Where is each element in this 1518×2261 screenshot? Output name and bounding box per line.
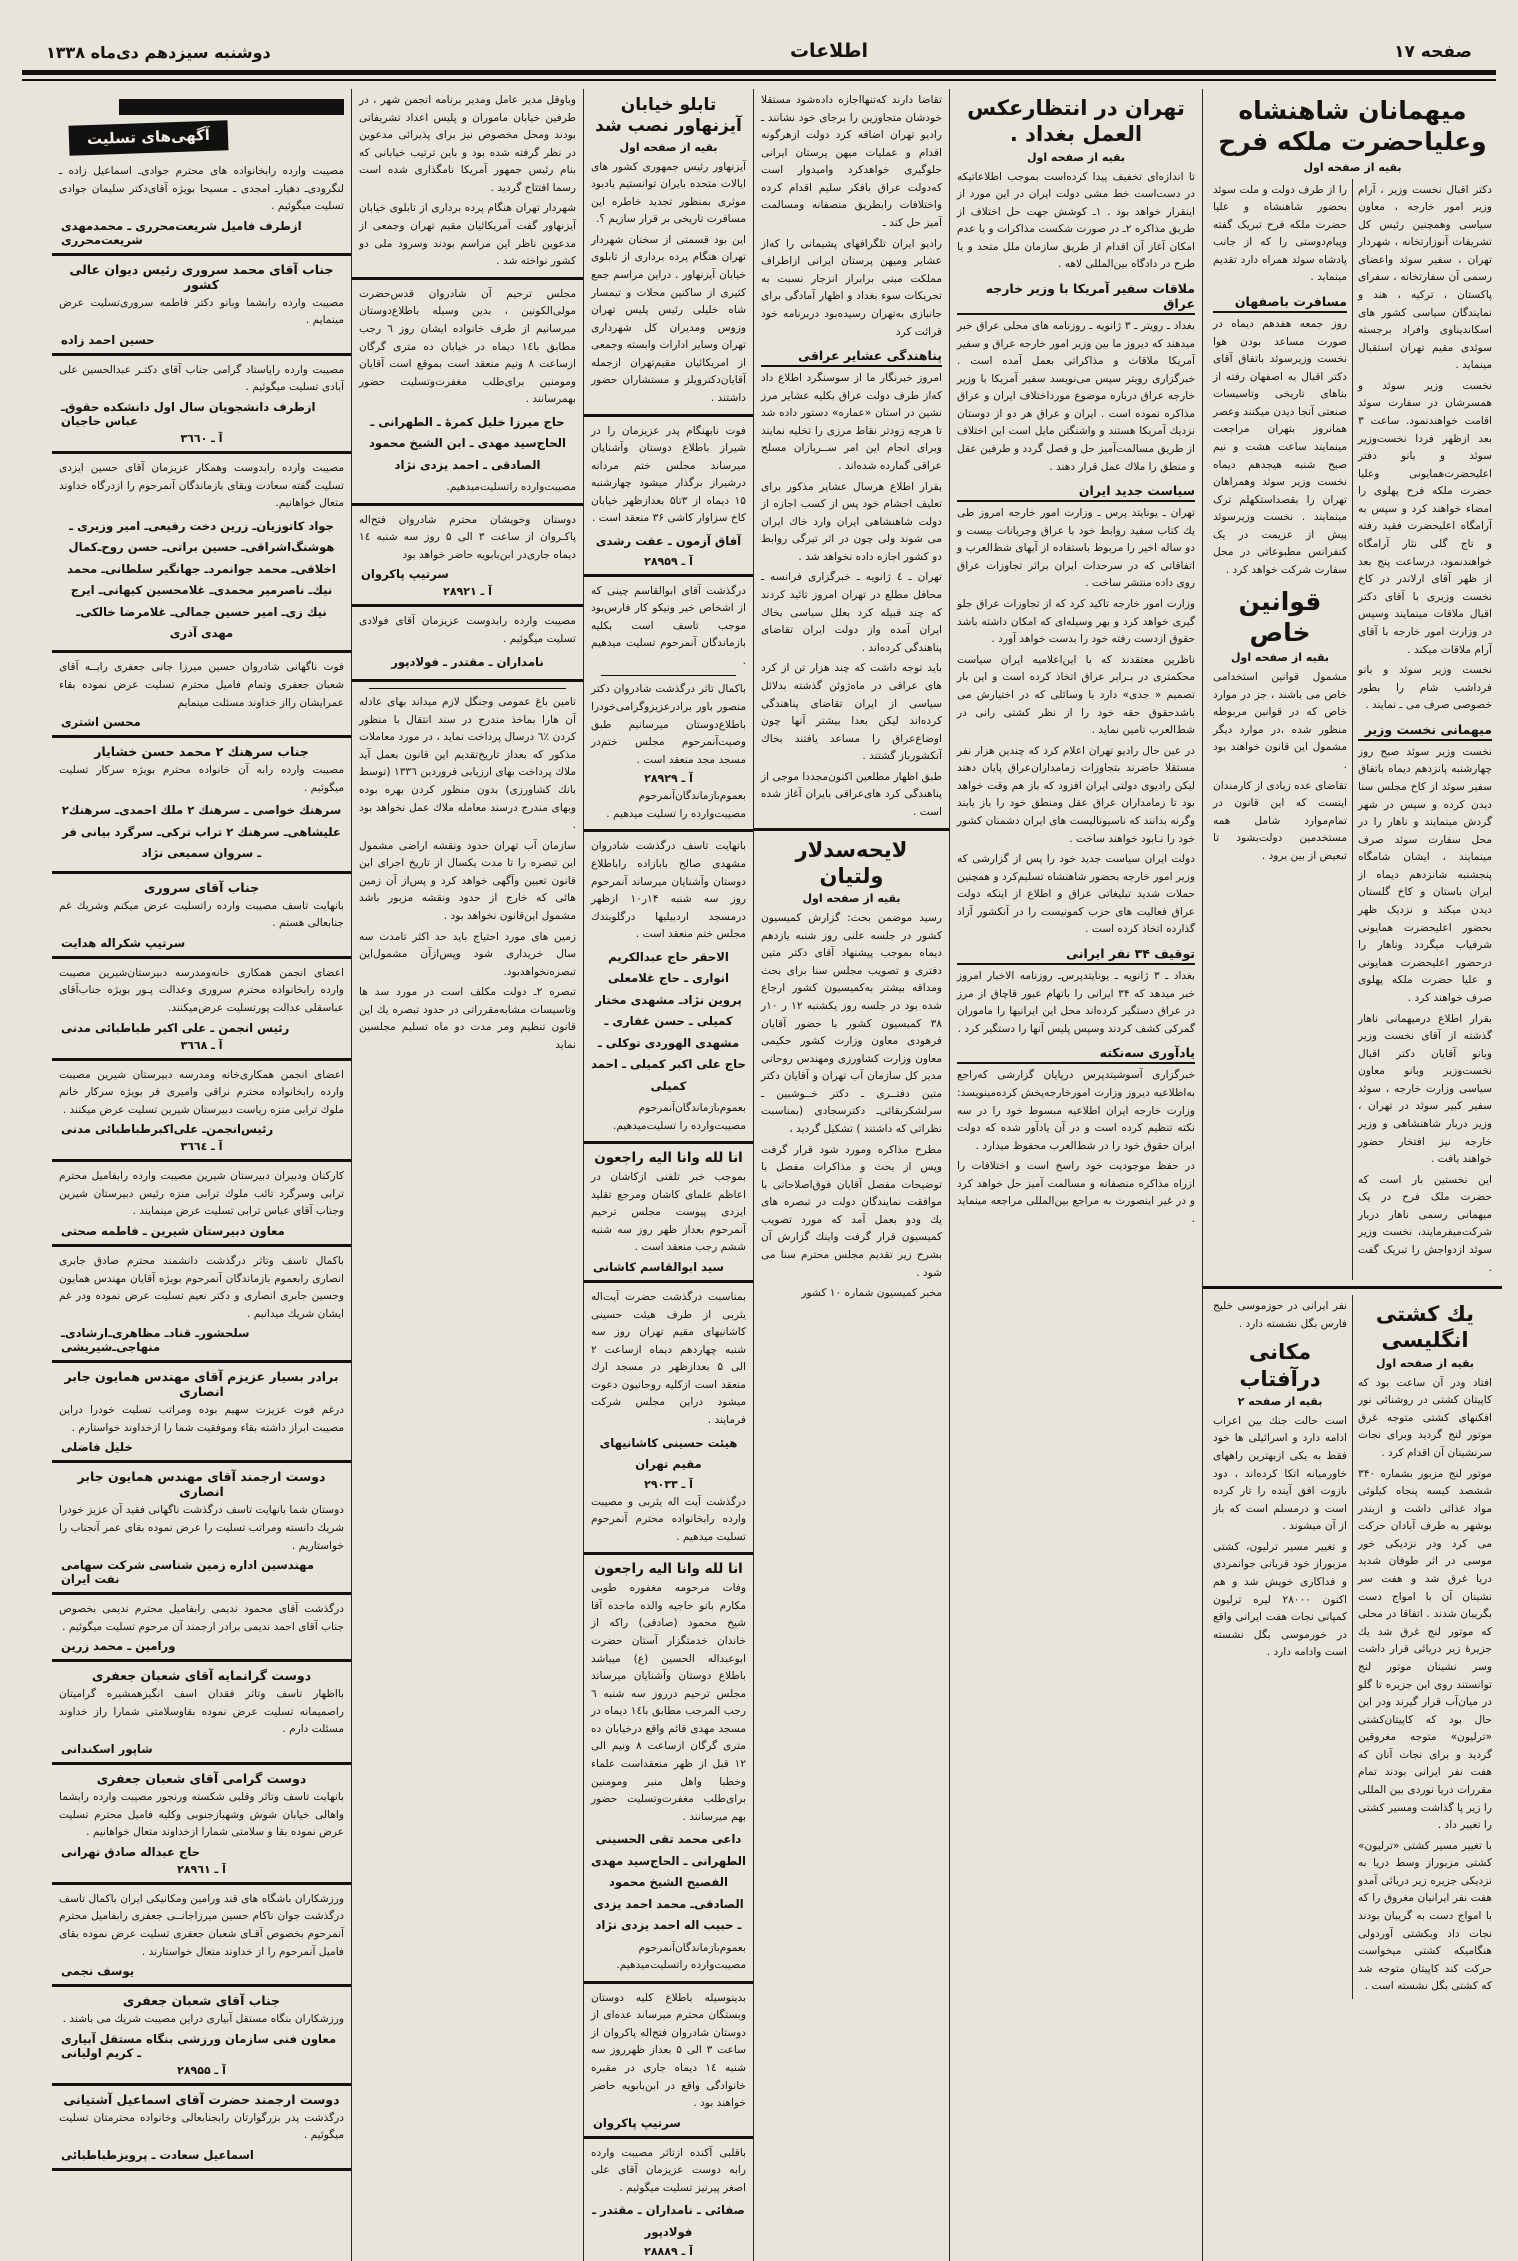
article-text: اعضای انجمن همکاری‌خانه ومدرسه دبیرستان شیرین مصیبت وارده رابخانواده محترم نراقی وامیری فر بویژه سرکار خانم ملوك ترابی منزه ریاست دبیرستان شیرین تسلیت عرض میکنند . (59, 1068, 344, 1116)
ad-divider (52, 1984, 351, 1987)
signatures: جواد کاتوزیان‌ـ زرین دخت رفیعی‌ـ امیر وزیری ـ هوشنگ‌اشراقی‌ـ حسین براتی‌ـ حسن روح‌ـ‌کمال اخلاقی‌ـ محمد جوانمردـ جهانگیر سلطانی‌ـ محمد نیك‌ـ ناصرمیر محمدی‌ـ غلامحسین کیهانی‌ـ ایرج نیك زی‌ـ امیر حسین جمالی‌ـ غلامرضا خالکی‌ـ مهدی آذری (67, 518, 336, 640)
article-text: افتاد ودر آن ساعت بود که کاپیتان کشتی در روشنائی نور افکنهای کشتی متوجه غرق موتور لنج گردید وبرای نجات سرنشینان آن اقدام کرد . (1358, 1376, 1492, 1459)
ad-divider (352, 604, 583, 607)
continued-from-note: بقیه از صفحه اول (1230, 651, 1330, 665)
column-split (1208, 1295, 1497, 1999)
ad-divider (352, 503, 583, 506)
article-text: بانهایت تاسف مصیبت وارده راتسلیت عرض میکنم وشریك غم جنابعالی هستم . (59, 899, 344, 930)
signature: رئیس انجمن ـ علی اکبر طباطبائی مدنی (61, 1020, 290, 1035)
ad-divider (52, 871, 351, 874)
article-text: اعضای انجمن همکاری خانه‌ومدرسه دبیرستان‌شیرین مصیبت وارده رابخانواده محترم سروری وعدالت پـور بویژه جناب‌آقای عباسقلی عدالت پورتسلیت عرض‌میکنند. (59, 966, 344, 1014)
article-text: وفات مرحومه مغفوره طوبی مکارم بانو حاجیه والده ماجده آقا شیخ محمود (صادقی) راکه از خاندان خدمتگزار آستان حضرت ابوعبداله الحسین (ع) میباشد باطلاع دوستان وآشنایان میرساند مجلس ترحیم درروز سه شنبه ٦ رجب المرجب مطابق با۱٤ دیماه در مسجد مهدی قائم واقع درخیابان ده متری گرگان ازساعت ۸ ونیم الی ۱۲ قبل از ظهر منعقداست علماء وخطبا واهل منبر ومومنین برای‌طلب مغفرت‌وتسلیت حضور بهم میرسانند . (591, 1582, 746, 1823)
article-text: بانهایت تاسف درگذشت شادروان مشهدی صالح بابازاده راباطلاع دوستان وآشنایان میرساند آنمرحوم روز سه شنبه ۱۴ر۱۰ ازظهر درمسجد اردبیلیها درگلوبندك مجلس ختم منعقد است . (591, 840, 746, 941)
issue-date: دوشنبه سیزدهم دی‌ماه ۱۳۳۸ (46, 43, 271, 62)
continued-from-note: بقیه از صفحه اول (1026, 150, 1126, 164)
ad-divider (584, 829, 753, 832)
article-text: مصیبت وارده رابشما وبانو دکتر فاطمه سروری‌تسلیت عرض مینمایم . (59, 296, 344, 327)
article-text: مخبر کمیسیون شماره ۱۰ کشور (801, 1287, 942, 1300)
ad-divider (52, 1244, 351, 1247)
article-text: مصیبت‌وارده راتسلیت‌میدهیم. (446, 481, 576, 494)
article-text: بقرار اطلاع درمیهمانی ناهار گذشته از آقای نخست وزیر وبانو آقایان دکتر اقبال نخست‌وزیر وبانو معاون سیاسی وزارت خارجه ، سوئد سفیر کبیر سوئد در تهران ، وزیر دربار شاهنشاهی و وزیر خارجه نیز افتخار حضور خواهند یافت . (1358, 1012, 1492, 1166)
ad-title: دوست گرامی آقای شعبان جعفری (96, 1771, 307, 1787)
newspaper-masthead: اطلاعات (789, 40, 869, 62)
signature: رئیس‌انجمن‌ـ علی‌اکبرطباطبائی مدنی (61, 1122, 274, 1137)
article-text: نفر ایرانی در حوزموسی خلیج فارس بگل نشسته دارد . (1213, 1300, 1347, 1330)
ad-divider (584, 1981, 753, 1984)
sub-column (1208, 179, 1353, 1281)
article-text: باید توجه داشت که چند هزار تن از کرد های عراقی در ماه‌ژوئن گذشته بدلائل سیاسی از ایران تقاضای پناهندگی کرده‌اند لیکن بعدا بیشتر آنها چون اوضاع‌عراق را مساعد یافتند بخاك آنکشورباز گشتند . (761, 662, 942, 763)
section-subhead: مسافرت باصفهان (1213, 294, 1347, 313)
ad-code: آ ـ ۲۸۹۲۹ (644, 772, 693, 786)
article-headline: میهمانان شاهنشاه وعلیاحضرت ملکه فرح (1218, 96, 1487, 157)
obituary-phrase: انا لله وانا الیه راجعون (594, 1150, 743, 1167)
newspaper-column-col-royal-guests (1202, 89, 1502, 2261)
sub-column (1208, 1295, 1353, 1999)
signature: سید ابوالقاسم کاشانی (593, 1260, 724, 1275)
ad-title: برادر بسیار عزیزم آقای مهندس همایون جابر انصاری (64, 1369, 339, 1400)
article-text: درگذشت پدر بزرگوارتان رابجنابعالی وخانواده محترمتان تسلیت میگوئیم . (59, 2111, 344, 2142)
article-headline: قوانین خاص (1238, 586, 1322, 647)
article-text: فوت نابهنگام پدر عزیزمان را در شیراز باطلاع دوستان وآشنایان میرساند مجلس ختم مردانه درشیراز برگذار میشود چهارشنبه ۱۵ دیماه از ۳تا۵ بعدازظهر خیابان کاخ سزاوار کاشی ۳۶ منعقد است . (591, 424, 746, 525)
article-text: مصیبت وارده رایاستاد گرامی جناب آقای دکتـر عبدالحسین علی آبادی تسلیت میگوئیم . (59, 363, 344, 394)
article-headline: تهران در انتظارعکس العمل بغداد . (967, 96, 1185, 147)
ad-divider (52, 1882, 351, 1885)
ad-code: آ ـ ۲۸۹۲۱ (443, 585, 492, 599)
article-text: باقلبی آکنده ازتاثر مصیبت وارده رابه دوست عزیزمان آقای علی اصغر پیرنیز تسلیت میگوئیم . (591, 2146, 746, 2194)
article-headline: یك کشتی انگلیسی (1375, 1302, 1475, 1353)
ad-divider (52, 1592, 351, 1595)
signature: شاپور اسکندانی (61, 1742, 153, 1757)
signature: یوسف نجمی (61, 1964, 135, 1979)
newspaper-column-col-tehran-baghdad (949, 89, 1202, 2261)
article-text: روز جمعه هفدهم دیماه در صورت مساعد بودن هوا نخست وزیرسوئد باتفاق آقای دکتر اقبال به اصفهان رفته از بناهای تاریخی وتاسیسات صنعتی آنجا دیدن میکنند وعصر همانروز بتهران مراجعت مینمایند ساعت هشت و نیم صبح شنبه هیجدهم دیماه نخست وزیر سوئد وهمراهان تهران را بقصداستکهلم ترک مینمایند . نخست وزیرسوئد پیش از عزیمت در یک کنفرانس مطبوعاتی در محل سفارت شرکت خواهد کرد . (1213, 317, 1347, 577)
ad-divider (52, 253, 351, 256)
signature: ورامین ـ محمد زرین (61, 1639, 176, 1654)
ad-code: آ ـ ۲۸۹۵۹ (644, 554, 693, 568)
ad-divider (584, 2136, 753, 2139)
article-headline: تابلو خیابان آیزنهاور نصب شد (595, 95, 742, 137)
ad-divider (52, 353, 351, 356)
thin-divider (601, 675, 736, 676)
article-text: مجلس ترحیم آن شادروان قدس‌حضرت مولی‌الکونین ، بدین وسیله باطلاع‌دوستان میرسانیم از طرف خانواده ایشان روز ٦ رجب مطابق با۱٤ دیماه در خیابان ده متری گرگان ازساعت ۸ ونیم منعقد است بموقع است آقایان ومومنین برای‌طلب مغفرت‌وتسلیت حضور بهمرسانند . (359, 287, 576, 406)
article-text: بعموم‌بازماندگان‌آنمرحوم مصیبت‌وارده را تسلیت‌میدهیم. (612, 1101, 746, 1132)
article-text: ورزشکاران باشگاه های قند ورامین ومکانیکی ایران باکمال تاسف درگذشت جوان ناکام حسین میرزاجانــی جعفری رابفامیل محترم آنمرحوم بخصوص آقـای شعبان جعفری تسلیت عرض نموده بقای فامیل آنمرحوم را از خداوند متعال خواستارند . (59, 1892, 344, 1958)
signature: سرتیپ پاکروان (593, 2115, 681, 2130)
section-subhead: ملاقات سفیر آمریکا با وزیر خارجه عراق (957, 281, 1195, 315)
article-text: تهران ـ ٤ ژانویه ـ خبرگزاری فرانسه ـ محافل مطلع در تهران امروز تائید کردند که چند قبیله کرد بعلل سیاسی بخاك ایران آمده واز دولت ایران تقاضای پناهندگی کرده‌اند . (761, 571, 942, 654)
signature: معاون دبیرستان شیرین ـ فاطمه صحتی (61, 1223, 285, 1238)
article-text: ورزشکاران بنگاه مستقل آبیاری دراین مصیبت شریك می باشند . (62, 2013, 344, 2026)
article-text: درگذشت آقای ابوالقاسم چینی که از اشخاص خیر ونیکو کار فارس‌بود موجب تاسف است بکلیه بازماندگان آنمرحوم تسلیت میدهیم . (591, 584, 746, 667)
article-text: مشمول قوانین استخدامی خاص می باشند ، جز در موارد خاص که در قوانین مربوطه منظور شده ،در موارد دیگر مشمول این قانون خواهند بود . (1213, 671, 1347, 772)
condolence-ads-box (69, 123, 340, 153)
article-text: بدینوسیله باطلاع کلیه دوستان وبستگان محترم میرساند عده‌ای از دوستان شادروان فتح‌اله پاکروان از ساعت ۳ الی ۵ بعداز ظهرروز سه شنبه ۱٤ دیماه جاری در مقبره خانوادگی واقع در ابن‌بابویه حاضر خواهند بود . (591, 1991, 746, 2110)
section-subhead: پناهندگی عشایر عراقی (761, 348, 942, 367)
article-text: نخست وزیر سوئد و بانو فرداشب شام را بطور خصوصی صرف می ـ نمایند . (1358, 664, 1492, 712)
article-text: مصیبت وارده رابدوست وهمکار عزیزمان آقای حسین ایزدی تسلیت گفته سعادت وبقای بازماندگان آنمرحوم را ازدرگاه خداوند متعال خواهانیم. (59, 462, 344, 510)
ad-divider (52, 1659, 351, 1662)
article-text: این بود قسمتی از سخنان شهردار تهران هنگام پرده برداری از تابلوی خیابان آیزنهاور . دراین مراسم جمع کثیری از ساکنین محلات و تیمسار شاه خلیلی رئیس پلیس تهران وزوس ومدیران کل شهرداری تهران وسایر ادارات وابسته وجمعی از امریکائیان مقیم‌تهران ازجمله آقایان‌دکترویلز و مستشاران حضور داشتند . (591, 233, 746, 405)
article-text: وزارت امور خارجه تاکید کرد که از تجاوزات عراق جلو گیری خواهد کرد و بهر وسیله‌ای که امکان داشته باشد حقوق ازدست رفته خود را بدست خواهد آورد . (957, 598, 1195, 646)
ad-divider (52, 1360, 351, 1363)
article-text: بااظهار تاسف وتاثر فقدان اسف انگیزهمشیره گرامیتان راصمیمانه تسلیت عرض نموده بقاوسلامتی شمارا راز خداوند مسئلت دارم . (59, 1688, 344, 1736)
ink-bar (119, 99, 344, 115)
ad-divider (584, 1552, 753, 1555)
obituary-phrase: انا لله وانا الیه راجعون (594, 1561, 743, 1578)
article-text: در عین حال رادیو تهران اعلام کرد که چندین هزار نفر مستقلا حاضرند بتجاوزات زمامداران‌عراق پایان دهند لیکن رادیوی دولتی ایران افزود که باز هم وقت خواهد بود تا زمامداران عراق عقل ومنطق خود را باز یابند وگرنه بدانند که ناسیونالیست های ایران دشمنان کشور خود را نـابود خواهند ساخت . (957, 744, 1195, 845)
section-subhead: یادآوری سه‌نکته (957, 1045, 1195, 1064)
article-text: مصیبت وارده رابه آن خانواده محترم بویژه سرکار تسلیت میگوئیم . (59, 764, 344, 794)
article-text: رادیو ایران تلگرافهای پشیمانی را که‌از عشایر ومیهن پرستان ایرانی ازاطراف مملکت مبنی برابراز انزجار نسبت به تحریکات سوء بغداد و اظهار آمادگی برای جانبازی به‌تهران رسیده‌بود دربرنامه خود قرائت کرد (761, 237, 942, 338)
article-text: دولت ایران سیاست جدید خود را پس از گزارشی که وزیر امور خارجه بحضور شاهنشاه تسلیم‌کرد و همچنین حملات شدید تبلیغاتی عراق و اطلاع از اینکه دولت عراق فعالیت های حزب کمونیست را در آنکشور آزاد گذارده اتخاذ کرده است . (957, 853, 1195, 936)
article-text: این نخستین بار است که حضرت ملک فرح در یک میهمانی رسمی ناهار دربار شرکت‌میفرمایند، نخست وزیر سوئد ازدواجش را تبریک گفت . (1358, 1173, 1492, 1274)
ad-divider (352, 277, 583, 280)
article-text: نخست وزیر سوئد و همسرشان در سفارت سوئد اقامت خواهندنمود. ساعت ۳ بعد ازظهر فردا نخست‌وزیر سوئد و بانو دفتر اعلیحضرت‌همایونی وعلیا حضرت ملکه فرح پهلوی را امضاء خواهند کرد و سپس به آرامگاه اعلیحضرت فقید رفته و تاج گلی نثار آرامگاه خواهندنمود، درساعت پنج بعد از ظهر آقای ارلاندر در کاخ نخست وزیری با آقای دکتر اقبال ملاقات مینمایند وسپس در وزارت امور خارجه با آقای آرام ملاقات میکند . (1358, 379, 1492, 656)
signature: حاج عبداله صادق تهرانی (61, 1844, 201, 1859)
continued-from-note: بقیه از صفحه اول (619, 140, 718, 154)
article-text: بغداد ـ رویتر ـ ۳ ژانویه ـ روزنامه های محلی عراق خبر میدهند که دیروز ما بین وزیر امور خارجه عراق و سفیر آمریکا ملاقات و مذاکراتی بعمل آمده است . خبرگزاری رویتر سپس می‌نویسد سفیر آمریکا با وزیر خارجه عراق درباره موضوع مورداختلاف ایران و عراق مذاکره نموده است . ایران و عراق هر دو از دوستان نزدیك آمریکا هستند و واشنگتن مایل است این اختلاف از طریق مسالمت‌آمیز حل و فصل گردد و طرفین عقل و منطق را ملاك عمل قرار دهند . (957, 319, 1195, 473)
ad-divider (52, 650, 351, 653)
columns-container (16, 89, 1502, 2261)
article-text: مصیبت وارده رابدوست عزیزمان آقای فولادی تسلیت میگوئیم . (359, 615, 576, 646)
ad-divider (52, 451, 351, 454)
signature: حسین احمد زاده (61, 332, 155, 347)
ad-title: دوست ارجمند آقای مهندس همایون جابر انصاری (77, 1469, 326, 1500)
ad-divider (52, 2083, 351, 2086)
article-text: بموجب خبر تلفنی ازکاشان در اعاظم علمای کاشان ومرجع تقلید ایزدی پیوست مجلس ترحیم آنمرحوم بعداز ظهر روز سه شنبه ششم رجب منعقد است . (591, 1171, 746, 1254)
column-split (1208, 179, 1497, 1281)
signature: محسن اشتری (61, 715, 141, 730)
ad-title: دوست ارجمند حضرت آقای اسماعیل آشتیانی (63, 2091, 340, 2107)
signature: معاون فنی سازمان ورزشی بنگاه مستقل آبیاری ـ کریم اولیانی (61, 2031, 337, 2060)
sub-column (1353, 179, 1497, 1281)
article-text: رسید موضمن بحث: گزارش کمیسیون کشور در جلسه علنی روز شنبه یازدهم دیماه بموجب پیشنهاد آقای دکتر متین دفتری و تصویب مجلس سنا برای بحث ومداقه بیشتر به‌کمیسیون کشور ارجاع شده بود در جلسه روز یکشنبه ۱۲ ر ۱۰ر ۳۸ کمیسیون کشور با حضور آقایان فرهودی معاون وزارت کشور حکیمی معاون وزارت کشاورزی ومهندس روحانی مدیر کل سازمان آب تهران و آقایان دکتر متین دفتــری ـ دکتر خــوشبین ـ سرلشکربقائی‌ـ دکترسجادی (بمناسبت نظراتی که داشتند ) تشکیل گردید ، (761, 912, 942, 1135)
masthead-rule (22, 70, 1496, 81)
ad-divider (52, 1159, 351, 1162)
signature: سرتیپ شکراله هدایت (61, 935, 186, 950)
ad-code: آ ـ ۲۸۸۸۹ (644, 2245, 693, 2259)
signature: اسماعیل سعادت ـ پرویزطباطبائی (61, 2147, 254, 2162)
ad-code: آ ـ ۲۸۹۵۵ (177, 2063, 226, 2077)
article-text: مصیبت وارده رابخانواده های محترم جوادی‌ـ اسماعیل زاده ـ لنگرودی‌ـ دهیارـ امجدی ـ مسیحا بویژه آقای‌دکتر سلیمان جوادی تسلیت میگوئیم . (59, 165, 344, 213)
ad-title: جناب آقای شعبان جعفری (122, 1993, 281, 2009)
section-subhead: میهمانی نخست وزیر (1358, 722, 1492, 741)
page-number-label: صفحه ۱۷ (1394, 42, 1472, 62)
page-header (16, 6, 1502, 68)
ad-divider (52, 1460, 351, 1463)
signatures: سرهنك خواصی ـ سرهنك ۲ ملك احمدی‌ـ سرهنك۲ علیشاهی‌ـ سرهنك ۲ تراب ترکی‌ـ سرگرد بیانی فر ـ سروان سمیعی نژاد (61, 803, 342, 861)
signature: سلحشورـ قنادـ مظاهری‌ـ‌ارشادی‌ـ منهاجی‌ـ‌شیریشی (61, 1326, 250, 1355)
ad-divider (584, 1141, 753, 1144)
continued-from-note: بقیه از صفحه اول (1303, 160, 1402, 174)
ad-code: آ ـ ۳٦٦٤ (180, 1140, 223, 1154)
ad-divider (52, 735, 351, 738)
signatures: الاحقر حاج عبدالکریم انواری ـ حاج غلامعلی پروین نژادـ مشهدی مختار کمیلی ـ حسن غفاری ـ مشهدی الهوردی توکلی ـ حاج علی اکبر کمیلی ـ احمد کمیلی (591, 949, 746, 1093)
article-text: باکمال تاثر درگذشت شادروان دکتر منصور باور برادرعزیزوگرامی‌خودرا باطلاع‌دوستان میرسانیم طبق وصیت‌آنمرحوم مجلس ختم‌در مسجد مجد منعقد است . (591, 683, 746, 766)
ad-code: آ ـ ۳٦٦۰ (180, 432, 223, 446)
signatures: صفائی ـ نامداران ـ مقتدر ـ فولادپور (592, 2203, 745, 2239)
article-text: و تغییر مسیر ترلیون، کشتی مزبوراز خود قربانی جوانمردی و فداکاری خویش شد و هم اکنون ۲۸۰۰۰ لیره ترلیون کمپانی نجات هفت ایرانی واقع در خورموسی بگل نشسته است وادامه دارد . (1213, 1540, 1347, 1659)
article-headline: مکانی درآفتاب (1239, 1340, 1321, 1391)
ad-code: آ ـ ۲۹۰۳۳ (644, 1477, 693, 1491)
article-text: تامین باغ عمومی وجنگل لازم میداند بهای عادله آن هارا بماخذ مندرج در سند انتقال با منظور کردن ٪٦ درسال پرداخت نماید ، در مورد معاملات مذکور که بعداز تاریخ‌تقدیم این قانون بعمل آید ملاك پرداخت بهای ارزیابی فروردین ۱۳۳٦ (توسط بانك کشاورزی) بدون منظور کردن بهره بوده وبهای مندرج درسند معامله ملاك عمل نخواهد بود . (359, 696, 576, 832)
ad-divider (584, 1280, 753, 1283)
signatures: آفاق آزمون ـ عفت رشدی (595, 534, 742, 549)
article-text: شهردار تهران هنگام پرده برداری از تابلوی خیابان آیزنهاور گفت آمریکائیان مقیم تهران وجمعی از مدعوین ناظر این مراسم بودند وسرود ملی دو کشور نواخته شد . (359, 202, 576, 268)
article-text: تبصره ۲ـ دولت مکلف است در مورد سد ها وتاسیسات مشابه‌مقرراتی در حدود تبصره یك این قانون تنظیم ومر مدت دو ماه تسلیم مجلسین نماید (359, 986, 576, 1052)
ad-divider (52, 1762, 351, 1765)
ad-divider (52, 2168, 351, 2171)
article-text: دوستان شما بانهایت تاسف درگذشت ناگهانی فقید آن عزیز خودرا شریك دانسته ومراتب تسلیت را عرض نموده بقای عمر آنجناب را خواستاریم . (59, 1504, 344, 1552)
article-text: تقاضا دارند که‌تنهااجازه داده‌شود مستقلا خودشان متجاوزین را برجای خود نشانند ـ رادیو تهران اضافه کرد دولت ازهرگونه اقدام و عملیات میهن پرستان ایرانی جلوگیری خواهدکرد وامیدوار است که‌دولت عراق بافکر سلیم اقدام کرده واختلافات رابطریق منصفانه ومسالمت آمیز حل کند ـ (761, 94, 942, 230)
article-text: سازمان آب تهران حدود ونقشه اراضی مشمول این تبصره را تا مدت یکسال از تاریخ اجرای این قانون تعیین وآگهی خواهد کرد و پس‌از آن زمین هائی که خارج از حدود ونقشه مزبور باشد مشمول این‌قانون نخواهد بود . (359, 839, 576, 922)
ad-code: آ ـ ۳٦٦۸ (180, 1038, 223, 1052)
section-subhead: توقیف ۳۴ نفر ایرانی (957, 946, 1195, 965)
ad-title: دوست گرانمایه آقای شعبان جعفری (91, 1668, 312, 1684)
newspaper-column-col-condolence-ads (52, 89, 351, 2261)
article-text: درگذشت آیت اله یثربی و مصیبت وارده رابخانواده محترم آنمرحوم تسلیت میدهیم . (591, 1495, 746, 1543)
signature: مهندسین اداره زمین شناسی شرکت سهامی نفت ایران (61, 1558, 315, 1587)
article-text: کارکنان ودبیران دبیرستان شیرین مصیبت وارده رابفامیل محترم ترابی وسرگرد تائب ملوك ترابی منزه رئیس دبیرستان شیرین وجناب آقای عباس ترابی تسلیت عرض مینمایند . (59, 1170, 344, 1218)
newspaper-column-col-continuation-bill (351, 89, 583, 2261)
section-subhead: سیاست جدید ایران (957, 483, 1195, 502)
article-text: را از طرف دولت و ملت سوئد بحضور شاهنشاه و علیا حضرت ملکه فرح تبریک گفته وپیام‌دوستی را که از جانب پادشاه سوئد همراه دارد تقدیم مینماید . (1213, 183, 1347, 284)
ad-divider (584, 414, 753, 417)
signature: ازطرف فامیل شریعت‌محرری ـ محمدمهدی شریعت‌محرری (61, 218, 302, 247)
article-text: دوستان وخویشان محترم شادروان فتح‌اله پاکـروان از ساعت ۳ الی ۵ روز سه شنبه ۱٤ دیماه جاری‌در ابن‌بابویه حاضر خواهد بود (359, 513, 576, 561)
article-text: بانهایت تاسف وتاثر وقلبی شکسته ورنجور مصیبت وارده رابشما واهالی خیابان شوش وشهبازجنوبی وکلیه فامیل محترم تسلیت عرض نموده بقا و سلامتی شمارا ازخداوند متعال خواهانیم . (59, 1791, 344, 1839)
thin-divider (369, 688, 566, 689)
ad-code: آ ـ ۲۸۹٦۱ (177, 1862, 226, 1876)
signature: خلیل فاضلی (61, 1440, 133, 1455)
ad-divider (1203, 1286, 1502, 1289)
sub-column (1353, 1295, 1497, 1999)
condolence-ads-box-title: آگهی‌های تسلیت (69, 120, 229, 156)
article-text: بعموم‌بازماندگان‌آنمرحوم مصیبت‌وارده را تسلیت میدهیم . (606, 790, 746, 820)
article-text: نخست وزیر سوئد صبح روز چهارشنبه پانزدهم دیماه باتفاق سفیر سوئد از کاخ مجلس سنا دیدن کرده و سپس در شهر گردش مینمایند و ناهار را در محل سفارت سوئد صرف مینمایند ، ایشان شامگاه پنجشنبه شانزدهم دیماه از ایران باستان و کاخ گلستان دیدن میکند و نزدیک ظهر بحضور اعلیحضرت همایونی شرفیاب میگردد وناهار را درحضور اعلیحضرت همایونی و علیا حضرت ملکه پهلوی صرف خواهند کرد . (1358, 745, 1492, 1004)
article-text: طبق اظهار مطلعین اکنون‌مجددا موجی از پناهندگی کرد های‌عراقی بایران آغاز شده است . (761, 770, 942, 818)
article-text: زمین های مورد احتیاج باید حد اکثر تامدت سه سال خریداری شود وپس‌ازآن مشمول‌این تبصره‌نخواهدبود. (359, 930, 576, 978)
article-text: تا اندازه‌ای تخفیف پیدا کرده‌است بموجب اطلاعاتیکه در دست‌است خط مشی دولت ایران در این مورد از اینقرار خواهد بود . ۱ـ کوشش جهت حل اختلاف از طریق مذاکره ۲ـ در صورت شکست مذاکرات و یا عدم امکان آغاز آن اقدام از طریق سازمان ملل متحد و یا طرح در دادگاه بین‌المللی لاهه . (957, 170, 1195, 271)
article-text: خبرگزاری آسوشیتدپرس درپایان گزارشی که‌راجع به‌اطلاعیه دیروز وزارت امورخارجه‌پخش کرده‌مینویسد: وزارت خارجه ایران اطلاعیه مبسوط خود را در سه نکته تنظیم کرده است و در آن یادآور شده که دولت ایران حقوق خود را در شط‌العرب محفوظ میدارد . (957, 1069, 1195, 1152)
article-text: تهران ـ یونایتد پرس ـ وزارت امور خارجه امروز طی یك کتاب سفید روابط خود با عراق وجریانات بیست و دو ساله اخیر را مربوط باستفاده از آبهای شط‌العرب و اتفاقاتی که در سرحدات ایران براثر تجاوزات عراق روی داده منتشر ساخت . (957, 507, 1195, 590)
article-text: تقاضای عده زیادی از کارمندان اینست که این قانون در تمام‌موارد شامل همه مستخدمین دولت‌بشود تا تبعیض از بین برود . (1213, 779, 1347, 862)
article-text: بقرار اطلاع هرسال عشایر مذکور برای تعلیف احشام خود پس از کسب اجازه از دولت شاهنشاهی ایران وارد خاك ایران می شوند ولی چون در اثر تیرگی روابط دو کشور اجازه داده نخواهد شد . (761, 480, 942, 563)
ad-divider (52, 1058, 351, 1061)
article-text: مطرح مذاکره ومورد شود قرار گرفت وپس از بحث و مذاکرات مفصل با توضیحات مفصل آقایان فوق‌اصلاحاتی با موافقت نمایندگان دولت در تبصره های یك ودو بعمل آمد که مورد تصویب کمیسیون قرار گرفت واینك گزارش آن بشرح زیر تقدیم مجلس محترم سنا می شود . (761, 1143, 942, 1279)
ad-divider (352, 679, 583, 682)
ad-divider (584, 574, 753, 577)
article-text: وباوقل مدیر عامل ومدیر برنامه انجمن شهر ، در طرفین خیابان ماموران و پلیس اعداد تشریفاتی بودند ومحل مخصوص نیز برای پذیرائی مدعوین در نظر گرفته شده بود و باین ترتیب خیابانی که بنام رئیس جمهور آمریکا نامگذاری شده است رسما افتتاح گردید . (359, 94, 576, 194)
ad-divider (52, 956, 351, 959)
article-text: آیزنهاور رئیس جمهوری کشور های ایالات متحده بایران توانستیم یادبود موثری بمنظور تجدید خاطره این مسافرت تاریخی بر قرار سازیم ؟. (591, 160, 746, 226)
continued-from-note: بقیه از صفحه ۲ (1237, 1394, 1323, 1408)
ad-title: جناب آقای محمد سروری رئیس دیوان عالی کشور (69, 261, 334, 292)
article-text: دکتر اقبال نخست وزیر ، آرام وزیر امور خارجه ، معاون سیاسی وهمچنین رئیس کل تشریفات آنوزارتخانه ، شهردار تهران ، سفیر سوئد واعضای رسمی آن سفارتخانه ، سفرای پاکستان ، ترکیه ، هند و نمایندگان سیاسی کشور های اسکاندیناوی وافراد برجسته سوئدی مقیم تهران استقبال مینماید . (1358, 183, 1492, 372)
newspaper-column-col-asylum-dam-bill (753, 89, 949, 2261)
article-text: بغداد ـ ۳ ژانویه ـ یونایتدپرس‌ـ روزنامه الاخبار امروز خبر میدهد که ۳۴ ایرانی را باتهام عبور قاچاق از مرز در عراق دستگیر کرده‌اند محل این ایرانیها را ماموران گمرکی کشف کردند وسپس پلیس آنها را دستگیر کرد . (957, 970, 1196, 1035)
article-text: در حفظ موجودیت خود راسخ است و اختلافات را ازراه مذاکره منصفانه و مسالمت آمیز حل خواهد کرد و در غیر اینصورت به مراجع بین‌المللی مراجعه مینماید . (957, 1160, 1195, 1225)
signature: ازطرف دانشجویان سال اول دانشکده حقوق‌ـ عباس حاجیان (61, 400, 316, 429)
signatures: حاج میرزا خلیل کمرهٔ ـ الطهرانی ـ الحاج‌سید مهدی ـ ابن الشیخ محمود الصادقی ـ احمد یزدی نژاد (368, 414, 567, 472)
article-text: درغم فوت عزیزت سهیم بوده ومراتب تسلیت خودرا دراین مصیبت ابراز داشته بقاء وموفقیت شما را ازخداوند خواستارم . (59, 1404, 344, 1434)
ad-title: جناب آقای سروری (143, 879, 260, 895)
article-text: با تغییر مسیر کشتی «ترلیون» کشتی مزبوراز وسط دریا به نزدیکی جزیره زیر دریائی آمدو هفت نفر ایرانیان مغروق را که با امواج دست به گریبان بودند نجات داد وبکشتی آوردولی هنگامیکه کشتی میخواست حرکت کند کاپیتان متوجه شد که کشتی بگل نشسته است . (1358, 1839, 1492, 1993)
article-text: درگذشت آقای محمود ندیمی رابفامیل محترم ندیمی بخصوص جناب آقای احمد ندیمی برادر ارجمند آن مرحوم تسلیت میگوئیم . (59, 1603, 344, 1633)
ad-title: جناب سرهنك ۲ محمد حسن خشایار (94, 744, 309, 760)
signatures: نامداران ـ مقتدر ـ فولادپور (391, 654, 544, 669)
article-text: بمناسبت درگذشت حضرت آیت‌اله یثربی از طرف هیئت حسینی کاشانیهای مقیم تهران روز سه شنبه چهاردهم دیماه ازساعت ۲ الی ۵ بعدازظهر در مسجد ارك منعقد است ازکلیه روحانیون دعوت میشود دراین مجلس شرکت فرمایند . (591, 1291, 746, 1427)
article-text: ناظرین معتقدند که با این‌اعلامیه ایران سیاست محکمتری در بـرابر عراق اتخاذ کرده است و این بار تصمیم « جدی» دارد با وسائلی که در اختیارش می باشدحقوق حقه خود را از نظر کشتی رانی در شط‌العرب تامین نماید . (957, 653, 1195, 737)
signature: سرتیپ پاکروان (361, 567, 449, 582)
article-text: بعموم‌بازماندگان‌آنمرحوم مصیبت‌وارده راتسلیت‌میدهیم. (616, 1941, 746, 1972)
article-text: فوت ناگهانی شادروان حسین میرزا جانی جعفری رابــه آقای شعبان جعفری وتمام فامیل محترم تسلیت عرض نموده بقاء عمرایشان رااز خداوند مسئلت مینمایم (59, 661, 344, 709)
signatures: هیئت حسینی کاشانیهای مقیم تهران (599, 1435, 738, 1472)
newspaper-column-col-eisenhower-obituaries (583, 89, 753, 2261)
article-text: امروز خبرنگار ما از سوسنگرد اطلاع داد که‌از طرف دولت عراق بکلیه عشایر مرز نشین در استان «عماره» دستور داده شد تا هرچه زودتر نقاط مرزی را تخلیه نمایند وبرای انجام این امر ســربازان مسلح عراقی گمارده شده‌اند . (761, 372, 942, 472)
signatures: داعی محمد تقی الحسینی الطهرانی ـ الحاج‌سید مهدی الفصیح الشیخ محمود الصادقی‌ـ محمد احمد یزدی ـ حبیب اله احمد یزدی نژاد (591, 1832, 746, 1933)
article-text: است حالت جنك بین اعراب ادامه دارد و اسرائیلی ها خود فقط به یکی ازبهترین راههای خاورمیانه اتکا کرده‌اند ، دود بازوت افق آینده را تار کرده است و درمسلم است که باز از آن میشوند . (1213, 1414, 1347, 1533)
ad-divider (754, 828, 949, 831)
continued-from-note: بقیه از صفحه اول (802, 892, 901, 906)
continued-from-note: بقیه از صفحه اول (1375, 1356, 1475, 1370)
article-headline: لایحه‌سدلار ولتیان (795, 837, 908, 888)
article-text: باکمال تاسف وتاثر درگذشت دانشمند محترم صادق جابری انصاری رابعموم بازماندگان آنمرحوم بویژه آقایان مهندس همایون وحسین جابری انصاری و دکتر نعیم تسلیت عرض نموده ودر غم ایشان شریك میدانیم . (59, 1254, 344, 1320)
article-text: موتور لنج مزبور بشماره ۳۴۰ ششصد کیسه پنجاه کیلوئی مواد غذائی داشت و ازبندر بوشهر به طرف آبادان حرکت می کرد ودر نزدیکی خور موسی در اثر طوفان شدید دریا غرق شد و هفت سر نشینان آن با امواج دست بگریبان شدند . اتفاقا در محلی که موتور لنج غرق شد یك جزیرهٔ زیر دریائی قرار داشت وسر نشینان موتور لنج توانستند روی این جزیره تا گلو در میان‌آب قرار گیرند ودر این حال بود که کاپیتان‌کشتی «ترلیون» متوجه مغروقین گردید و برای نجات آنان که هفت نفر ایرانی بودند تمام مقررات دریا نوردی بین المللی را زیر پا گذاشت ومسیر کشتی را تغییر داد . (1358, 1467, 1492, 1832)
